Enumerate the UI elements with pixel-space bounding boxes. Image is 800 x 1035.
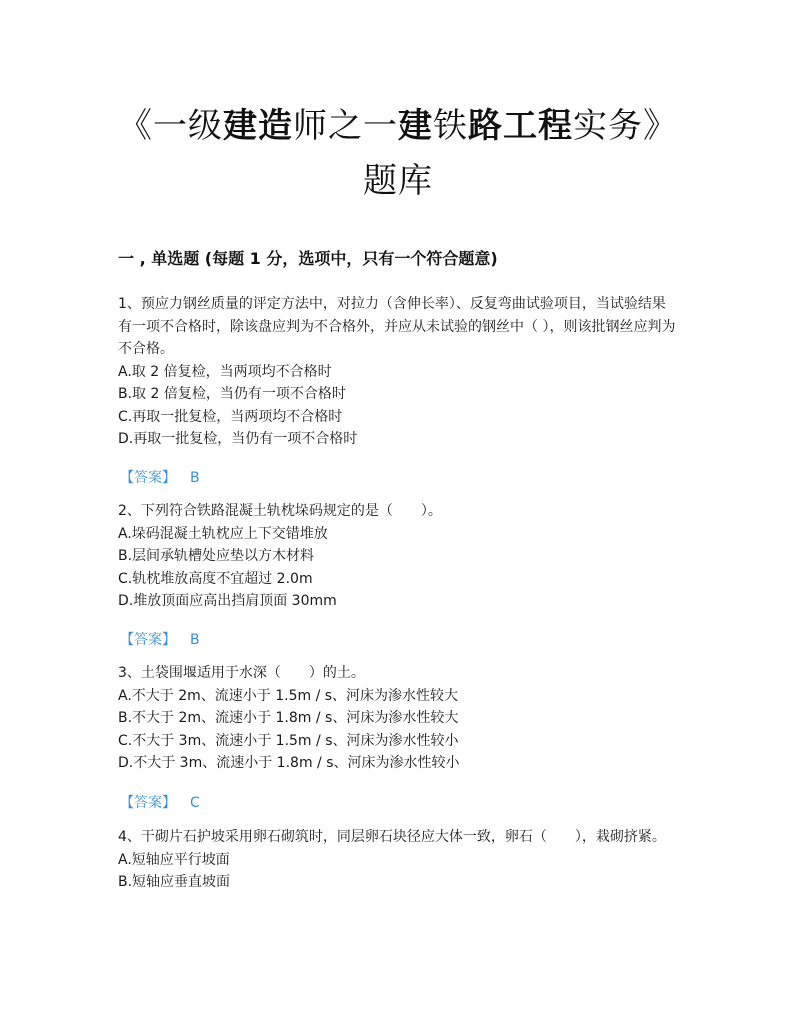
question-option: A.不大于 2m、流速小于 1.5m / s、河床为渗水性较大: [118, 687, 459, 704]
question-option: B.取 2 倍复检，当仍有一项不合格时: [118, 386, 346, 402]
answer-label: 【答案】: [120, 795, 176, 811]
answer-label: 【答案】: [120, 632, 176, 648]
question-option: D.不大于 3m、流速小于 1.8m / s、河床为渗水性较小: [118, 755, 460, 771]
answer-value: B: [190, 470, 200, 486]
question-option: A.垛码混凝土轨枕应上下交错堆放: [118, 525, 328, 542]
title-part-3: 师之一: [293, 106, 398, 146]
question-stem: 1、预应力钢丝质量的评定方法中，对拉力（含伸长率）、反复弯曲试验项目，当试验结果有一项不合格时，除该盘应判为不合格外，并应从未试验的钢丝中（ ），则该批钢丝应判为不合格。: [118, 296, 676, 357]
question-4: [118, 826, 678, 894]
question-2: [118, 500, 678, 613]
title-part-2: 建造: [223, 106, 293, 146]
question-option: B.不大于 2m、流速小于 1.8m / s、河床为渗水性较大: [118, 710, 459, 726]
title-part-4: 建: [398, 106, 433, 146]
title-part-7: 实务》: [573, 106, 678, 146]
question-3: [118, 662, 678, 775]
answer-line-1: [120, 467, 200, 487]
question-option: C.再取一批复检，当两项均不合格时: [118, 408, 343, 425]
title-part-5: 铁: [433, 106, 468, 146]
question-stem: 3、土袋围堰适用于水深（ ）的土。: [118, 665, 365, 681]
question-1: [118, 293, 678, 451]
question-option: A.取 2 倍复检，当两项均不合格时: [118, 363, 332, 380]
document-title-line1: [118, 102, 678, 150]
question-option: C.轨枕堆放高度不宜超过 2.0m: [118, 570, 313, 587]
answer-line-3: [120, 792, 200, 812]
title-part-6: 路工程: [468, 106, 573, 146]
answer-value: B: [190, 632, 200, 648]
question-option: B.层间承轨槽处应垫以方木材料: [118, 548, 315, 564]
answer-line-2: [120, 629, 200, 649]
question-option: A.短轴应平行坡面: [118, 851, 230, 868]
question-stem: 4、干砌片石护坡采用卵石砌筑时，同层卵石块径应大体一致，卵石（ ），栽砌挤紧。: [118, 829, 666, 845]
answer-value: C: [190, 795, 200, 811]
question-option: C.不大于 3m、流速小于 1.5m / s、河床为渗水性较小: [118, 732, 459, 749]
question-option: D.再取一批复检，当仍有一项不合格时: [118, 431, 358, 447]
title-part-1: 《一级: [118, 106, 223, 146]
answer-label: 【答案】: [120, 470, 176, 486]
question-stem: 2、下列符合铁路混凝土轨枕垛码规定的是（ ）。: [118, 503, 442, 519]
question-option: D.堆放顶面应高出挡肩顶面 30mm: [118, 593, 337, 609]
section-heading: 一 , 单选题 (每题 1 分，选项中，只有一个符合题意): [118, 249, 498, 268]
question-option: B.短轴应垂直坡面: [118, 874, 231, 890]
document-title-line2: 题库: [363, 161, 433, 201]
